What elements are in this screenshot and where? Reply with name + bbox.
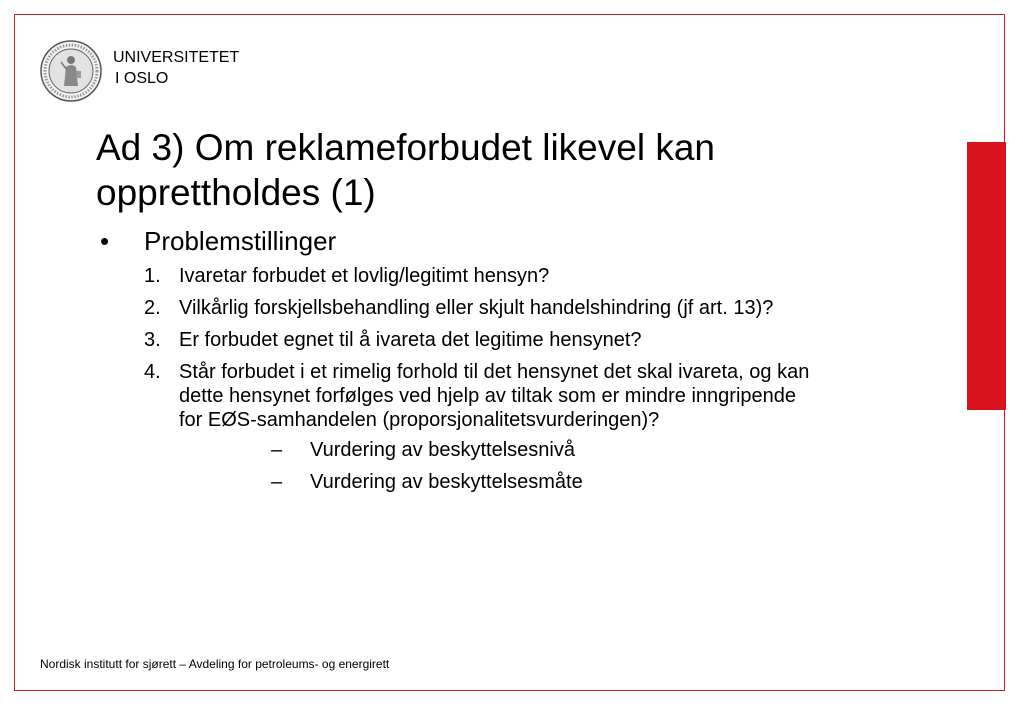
bullet-heading-text: Problemstillinger	[144, 226, 337, 256]
list-item	[96, 264, 816, 288]
list-item	[96, 328, 816, 352]
bullet-heading	[96, 224, 816, 258]
institution-name-line1: UNIVERSITETET	[113, 49, 240, 66]
institution-name	[113, 47, 239, 89]
sub-list-marker: –	[271, 439, 283, 461]
list-item-number: 3.	[144, 329, 161, 351]
numbered-list	[96, 264, 816, 494]
list-item-number: 1.	[144, 265, 161, 287]
list-item-number: 4.	[144, 361, 161, 383]
sub-list-item-text: Vurdering av beskyttelsesmåte	[310, 471, 583, 493]
sub-list	[179, 438, 816, 494]
accent-bar	[967, 142, 1006, 410]
sub-list-item-text: Vurdering av beskyttelsesnivå	[310, 439, 575, 461]
list-item	[96, 360, 816, 494]
list-item-text: Er forbudet egnet til å ivareta det legitime hensynet?	[179, 329, 642, 351]
list-item	[96, 296, 816, 320]
sub-list-item	[179, 438, 816, 462]
footer-text: Nordisk institutt for sjørett – Avdeling for petroleums- og energirett	[40, 657, 390, 671]
slide-title: Ad 3) Om reklameforbudet likevel kan opprettholdes (1)	[96, 127, 715, 213]
university-seal-icon	[40, 40, 102, 102]
institution-name-line2: I OSLO	[115, 70, 169, 87]
list-item-text: Står forbudet i et rimelig forhold til det hensynet det skal ivareta, og kan dette hensynet forfølges ved hjelp av tiltak som er mindre inngripende for EØS-samhandelen (proporsjonalitetsvurderingen)?	[179, 361, 810, 431]
list-item-text: Vilkårlig forskjellsbehandling eller skjult handelshindring (jf art. 13)?	[179, 297, 774, 319]
list-item-number: 2.	[144, 297, 161, 319]
list-item-text: Ivaretar forbudet et lovlig/legitimt hensyn?	[179, 265, 550, 287]
sub-list-marker: –	[271, 471, 283, 493]
slide-content	[96, 224, 816, 502]
bullet-marker: •	[100, 226, 110, 256]
sub-list-item	[179, 470, 816, 494]
